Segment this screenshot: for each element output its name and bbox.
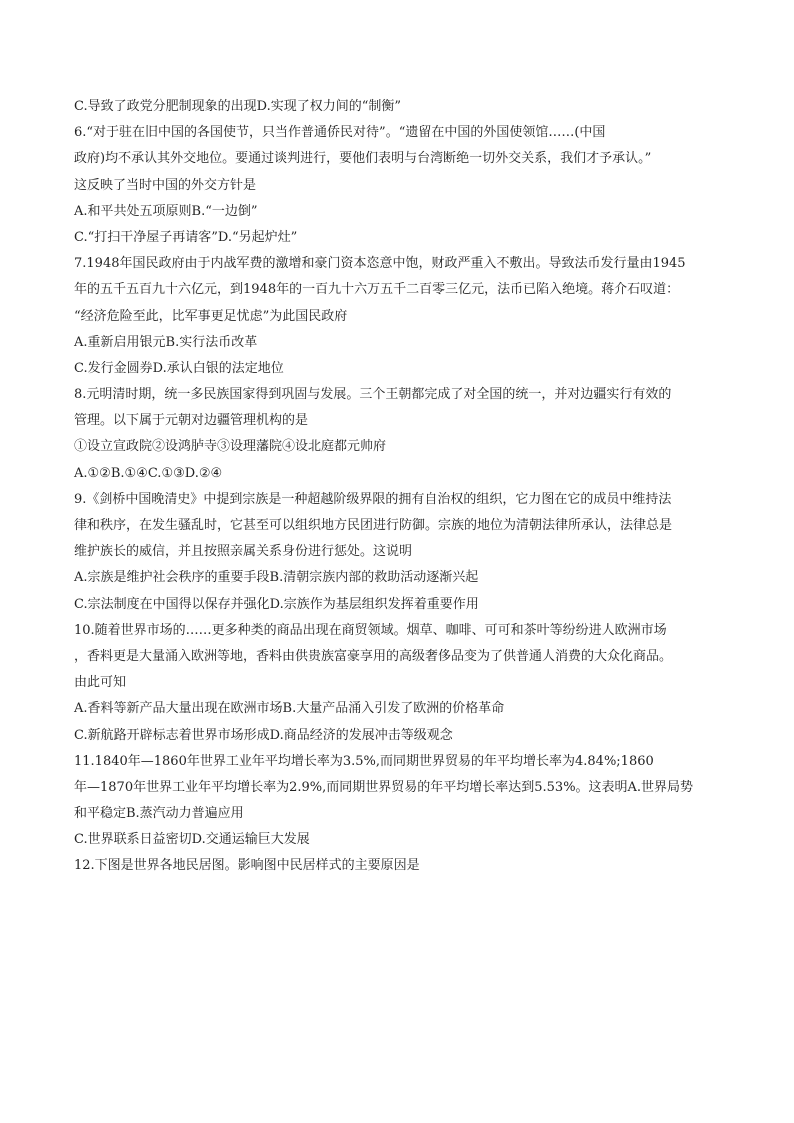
- text-line: C.导致了政党分肥制现象的出现D.实现了权力间的“制衡”: [74, 99, 401, 114]
- text-line: C.“打扫干净屋子再请客”D.“另起炉灶”: [74, 229, 298, 245]
- text-line: C.世界联系日益密切D.交通运输巨大发展: [74, 832, 310, 848]
- text-line: 和平稳定B.蒸汽动力普遍应用: [74, 806, 244, 822]
- text-line: 8.元明清时期，统一多民族国家得到巩固与发展。三个王朝都完成了对全国的统一，并对边疆实行有效的: [74, 387, 672, 403]
- text-line: 管理。以下属于元朝对边疆管理机构的是: [74, 413, 309, 429]
- text-line: 这反映了当时中国的外交方针是: [74, 177, 257, 193]
- text-line: “经济危险至此，比军事更足忧虑”为此国民政府: [74, 308, 348, 324]
- text-line: A.宗族是维护社会秩序的重要手段B.清朝宗族内部的救助活动逐渐兴起: [74, 570, 479, 586]
- text-line: C.发行金圆券D.承认白银的法定地位: [74, 360, 284, 376]
- question-text-block: [74, 94, 724, 880]
- text-line: 7.1948年国民政府由于内战军费的激增和豪门资本恣意中饱，财政严重入不敷出。导致法币发行量由1945: [74, 256, 686, 272]
- text-line: 6.“对于驻在旧中国的各国使节，只当作普通侨民对待”。“遗留在中国的外国使领馆……(中国: [74, 125, 606, 141]
- text-line: 律和秩序，在发生骚乱时，它甚至可以组织地方民团进行防御。宗族的地位为清朝法律所承认，法律总是: [74, 518, 673, 533]
- text-line: 政府)均不承认其外交地位。要通过谈判进行，要他们表明与台湾断绝一切外交关系，我们才予承认。”: [74, 151, 652, 167]
- text-line: C.宗法制度在中国得以保存并强化D.宗族作为基层组织发挥着重要作用: [74, 596, 479, 612]
- text-line: A.重新启用银元B.实行法币改革: [74, 334, 258, 350]
- text-line: 由此可知: [74, 675, 127, 691]
- text-line: 12.下图是世界各地民居图。影响图中民居样式的主要原因是: [74, 858, 420, 874]
- text-line: A.香料等新产品大量出现在欧洲市场B.大量产品涌入引发了欧洲的价格革命: [74, 701, 505, 717]
- text-line: ，香料更是大量涌入欧洲等地，香料由供贵族富豪享用的高级奢侈品变为了供普通人消费的大众化商品。: [74, 648, 673, 664]
- text-line: 年—1870年世界工业年平均增长率为2.9%,而同期世界贸易的年平均增长率达到5.53%。这表明A.世界局势: [74, 779, 694, 795]
- text-line: 10.随着世界市场的……更多种类的商品出现在商贸领域。烟草、咖啡、可可和茶叶等纷纷进人欧洲市场: [74, 622, 667, 638]
- text-line: 9.《剑桥中国晚清史》中提到宗族是一种超越阶级界限的拥有自治权的组织，它力图在它的成员中维持法: [74, 491, 672, 507]
- text-line: 维护族长的威信，并且按照亲属关系身份进行惩处。这说明: [74, 544, 413, 560]
- text-line: 年的五千五百九十六亿元，到1948年的一百九十六万五千二百零三亿元，法币已陷入绝境。蒋介石叹道：: [74, 282, 680, 298]
- text-line: A.①②B.①④C.①③D.②④: [74, 465, 223, 481]
- text-line: 11.1840年—1860年世界工业年平均增长率为3.5%,而同期世界贸易的年平均增长率为4.84%;1860: [74, 753, 654, 769]
- text-line: ①设立宣政院②设鸿胪寺③设理藩院④设北庭都元帅府: [74, 439, 387, 455]
- text-line: A.和平共处五项原则B.“一边倒”: [74, 203, 258, 219]
- text-line: C.新航路开辟标志着世界市场形成D.商品经济的发展冲击等级观念: [74, 727, 453, 743]
